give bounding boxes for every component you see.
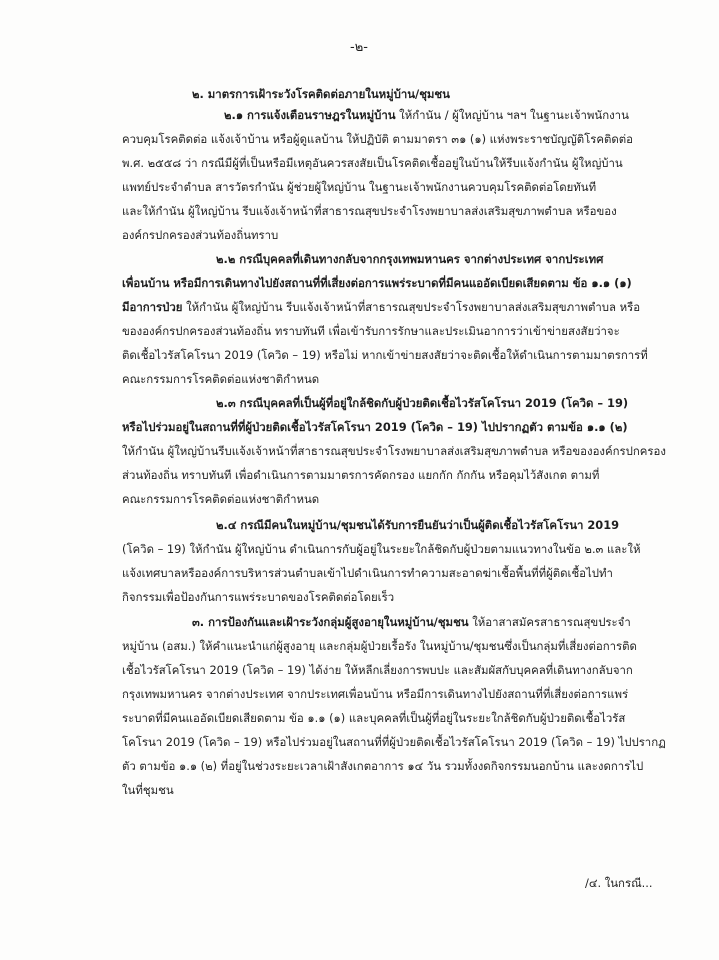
s21-text: ให้กำนัน / ผู้ใหญ่บ้าน ฯลฯ ในฐานะเจ้าพนักงาน <box>395 108 629 122</box>
s22-heading-1: ๒.๒ กรณีบุคคลที่เดินทางกลับจากกรุงเทพมหานคร จากต่างประเทศ จากประเทศ <box>216 252 604 266</box>
s21-line-5: และให้กำนัน ผู้ใหญ่บ้าน รีบแจ้งเจ้าหน้าที่สาธารณสุขประจำโรงพยาบาลส่งเสริมสุขภาพตำบล หรือของ <box>122 204 617 218</box>
s21-line-6: องค์กรปกครองส่วนท้องถิ่นทราบ <box>122 228 279 242</box>
s23-line-2: ส่วนท้องถิ่น ทราบทันที เพื่อดำเนินการตามมาตรการคัดกรอง แยกกัก กักกัน หรือคุมไว้สังเกต ตามที่ <box>122 468 600 482</box>
s23-heading-1: ๒.๓ กรณีบุคคลที่เป็นผู้ที่อยู่ใกล้ชิดกับผู้ป่วยติดเชื้อไวรัสโคโรนา 2019 (โควิด – 19) <box>216 396 629 410</box>
s22-line-3: ติดเชื้อไวรัสโคโรนา 2019 (โควิด – 19) หรือไม่ หากเข้าข่ายสงสัยว่าจะติดเชื้อให้ดำเนินการตามมาตรการที่ <box>122 348 648 362</box>
s22-line-4: คณะกรรมการโรคติดต่อแห่งชาติกำหนด <box>122 372 320 386</box>
s22-line-1 <box>122 300 640 315</box>
s3-line-4: กรุงเทพมหานคร จากต่างประเทศ จากประเทศเพื่อนบ้าน หรือมีการเดินทางไปยังสถานที่ที่เสี่ยงต่อการแพร่ <box>122 687 629 701</box>
s21-line-2: ควบคุมโรคติดต่อ แจ้งเจ้าบ้าน หรือผู้ดูแลบ้าน ให้ปฏิบัติ ตามมาตรา ๓๑ (๑) แห่งพระราชบัญญัติโรคติดต่อ <box>122 132 633 146</box>
s24-line-1: (โควิด – 19) ให้กำนัน ผู้ใหญ่บ้าน ดำเนินการกับผู้อยู่ในระยะใกล้ชิดกับผู้ป่วยตามแนวทางในข้อ ๒.๓ และให้ <box>122 542 641 556</box>
s23-line-1: ให้กำนัน ผู้ใหญ่บ้านรีบแจ้งเจ้าหน้าที่สาธารณสุขประจำโรงพยาบาลส่งเสริมสุขภาพตำบล หรือขององค์กรปกครอง <box>122 444 666 458</box>
s22-bold-prefix: มีอาการป่วย <box>122 300 183 314</box>
s23-heading-2: หรือไปร่วมอยู่ในสถานที่ที่ผู้ป่วยติดเชื้อไวรัสโคโรนา 2019 (โควิด – 19) ไปปรากฏตัว ตามข้อ ๑.๑ (๒) <box>122 420 628 434</box>
continuation-note: /๔. ในกรณี... <box>585 876 653 890</box>
s3-line-6: โคโรนา 2019 (โควิด – 19) หรือไปร่วมอยู่ในสถานที่ที่ผู้ป่วยติดเชื้อไวรัสโคโรนา 2019 (โควิด – 19) ไปปรากฏ <box>122 735 666 749</box>
s23-line-3: คณะกรรมการโรคติดต่อแห่งชาติกำหนด <box>122 492 320 506</box>
s24-line-3: กิจกรรมเพื่อป้องกันการแพร่ระบาดของโรคติดต่อโดยเร็ว <box>122 590 395 604</box>
s21-line-3: พ.ศ. ๒๕๕๘ ว่า กรณีมีผู้ที่เป็นหรือมีเหตุอันควรสงสัยเป็นโรคติดเชื้ออยู่ในบ้านให้รีบแจ้งกำนัน ผู้ใหญ่บ้าน <box>122 156 623 170</box>
s22-text: ให้กำนัน ผู้ใหญ่บ้าน รีบแจ้งเจ้าหน้าที่สาธารณสุขประจำโรงพยาบาลส่งเสริมสุขภาพตำบล หรือ <box>182 300 641 314</box>
s3-text: ให้อาสาสมัครสาธารณสุขประจำ <box>468 615 631 629</box>
s24-heading: ๒.๔ กรณีมีคนในหมู่บ้าน/ชุมชนได้รับการยืนยันว่าเป็นผู้ติดเชื้อไวรัสโคโรนา 2019 <box>216 518 620 532</box>
s3-title: ๓. การป้องกันและเฝ้าระวังกลุ่มผู้สูงอายุในหมู่บ้าน/ชุมชน <box>192 615 469 629</box>
s22-line-2: ขององค์กรปกครองส่วนท้องถิ่น ทราบทันที เพื่อเข้ารับการรักษาและประเมินอาการว่าเข้าข่ายสงสัยว่าจะ <box>122 324 620 338</box>
s3-line-7: ตัว ตามข้อ ๑.๑ (๒) ที่อยู่ในช่วงระยะเวลาเฝ้าสังเกตอาการ ๑๔ วัน รวมทั้งงดกิจกรรมนอกบ้าน และงดการไป <box>122 759 644 773</box>
s3-line-1 <box>192 615 631 630</box>
s21-line-1 <box>224 108 629 123</box>
s3-line-3: เชื้อไวรัสโคโรนา 2019 (โควิด – 19) ได้ง่าย ให้หลีกเลี่ยงการพบปะ และสัมผัสกับบุคคลที่เดินทางกลับจาก <box>122 663 633 677</box>
section-2-heading: ๒. มาตรการเฝ้าระวังโรคติดต่อภายในหมู่บ้าน/ชุมชน <box>192 87 450 101</box>
s21-title: ๒.๑ การแจ้งเตือนราษฎรในหมู่บ้าน <box>224 108 396 122</box>
s21-line-4: แพทย์ประจำตำบล สารวัตรกำนัน ผู้ช่วยผู้ใหญ่บ้าน ในฐานะเจ้าพนักงานควบคุมโรคติดต่อโดยทันที <box>122 180 597 194</box>
s24-line-2: แจ้งเทศบาลหรือองค์การบริหารส่วนตำบลเข้าไปดำเนินการทำความสะอาดฆ่าเชื้อพื้นที่ที่ผู้ติดเชื้อไปทำ <box>122 566 613 580</box>
page-number: -๒- <box>350 40 368 55</box>
s3-line-5: ระบาดที่มีคนแออัดเบียดเสียดตาม ข้อ ๑.๑ (๑) และบุคคลที่เป็นผู้ที่อยู่ในระยะใกล้ชิดกับผู้ป่วยติดเชื้อไวรัส <box>122 711 626 725</box>
s3-line-2: หมู่บ้าน (อสม.) ให้คำแนะนำแก่ผู้สูงอายุ และกลุ่มผู้ป่วยเรื้อรัง ในหมู่บ้าน/ชุมชนซึ่งเป็นกลุ่มที่เสี่ยงต่อการติด <box>122 639 637 653</box>
s22-heading-2: เพื่อนบ้าน หรือมีการเดินทางไปยังสถานที่ที่เสี่ยงต่อการแพร่ระบาดที่มีคนแออัดเบียดเสียดตาม ข้อ ๑.๑ (๑) <box>122 276 632 290</box>
s3-line-8: ในที่ชุมชน <box>122 783 174 797</box>
